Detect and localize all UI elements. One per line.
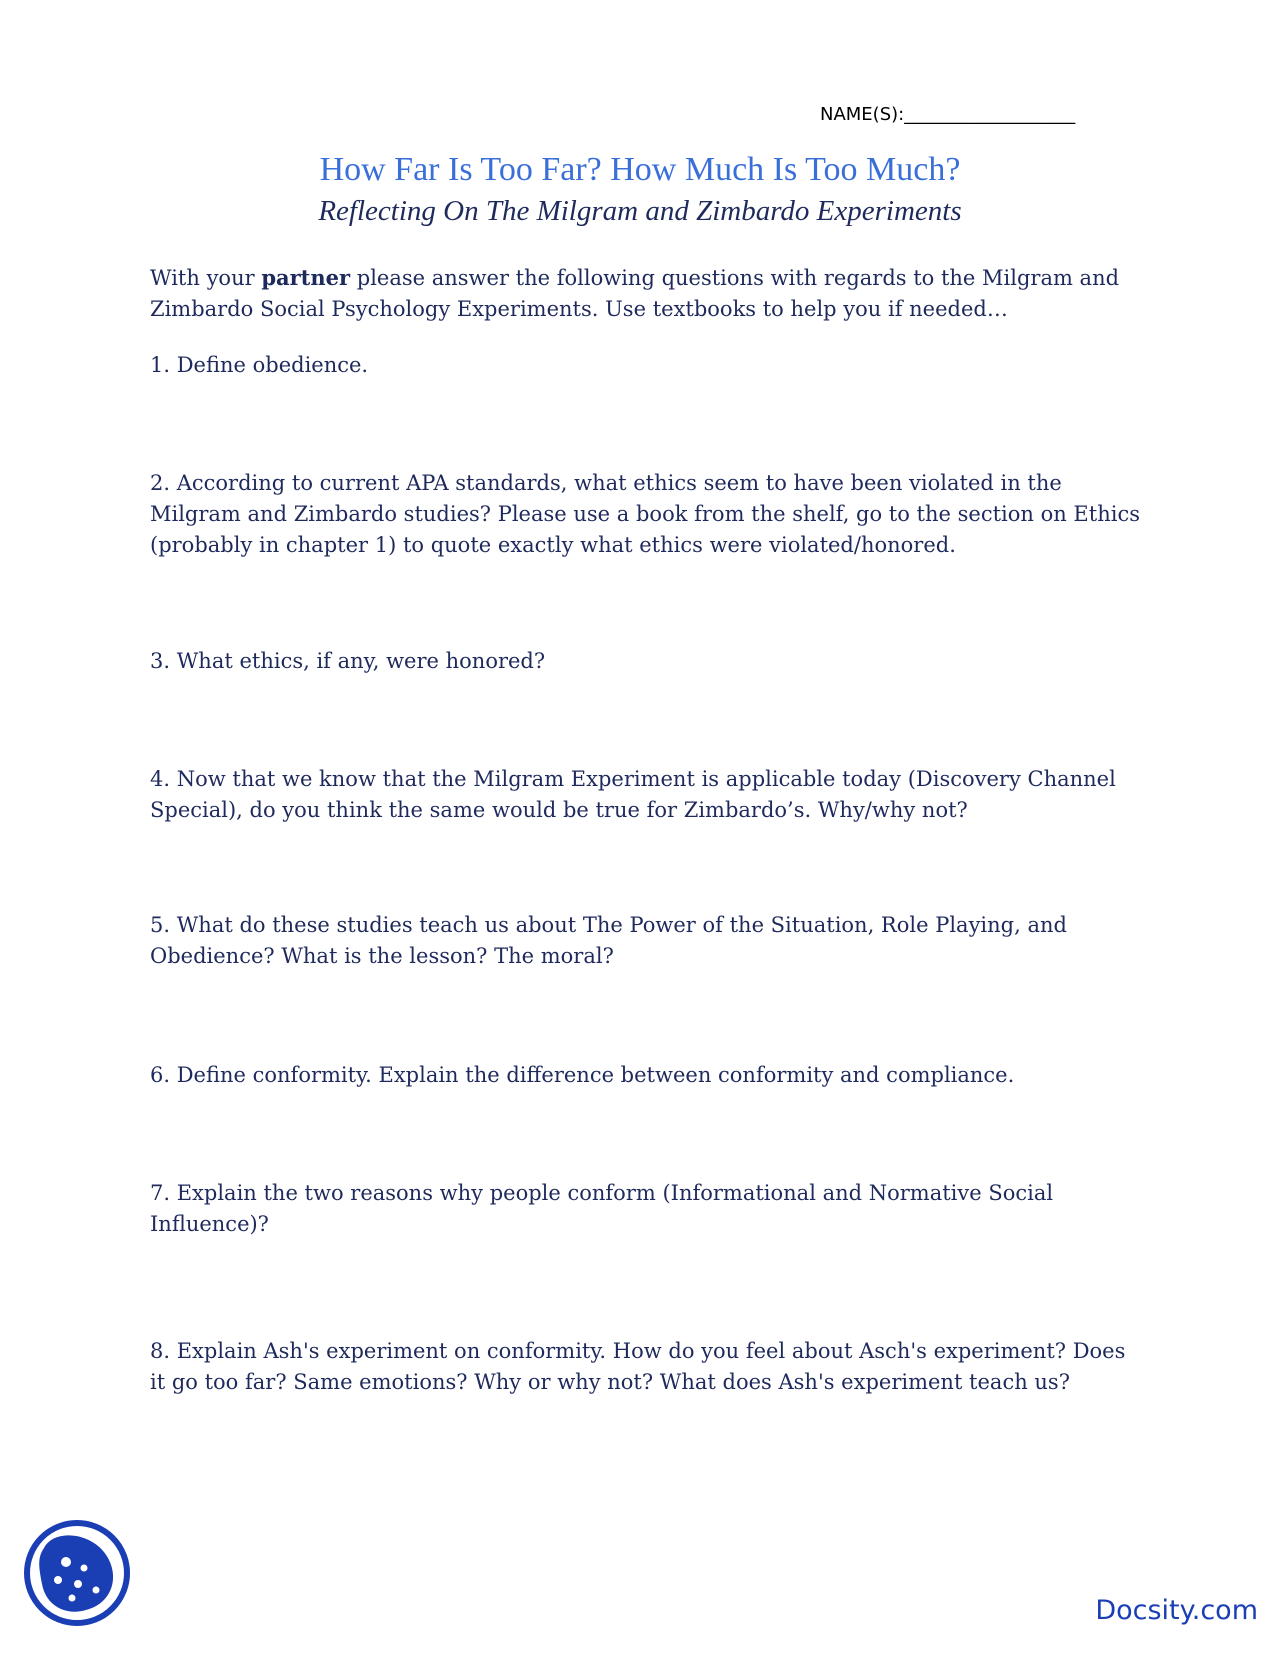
question-3: 3. What ethics, if any, were honored? xyxy=(150,649,546,673)
question-4: 4. Now that we know that the Milgram Experiment is applicable today (Discovery Channel Special), do you think the same would be true for Zimbardo’s. Why/why not? xyxy=(150,767,1116,822)
question-7: 7. Explain the two reasons why people conform (Informational and Normative Social Influence)? xyxy=(150,1181,1054,1236)
instructions-bold-word: partner xyxy=(261,265,351,290)
worksheet-title: How Far Is Too Far? How Much Is Too Much? xyxy=(319,151,961,188)
instructions-part-2: please answer the following questions with regards to the Milgram and Zimbardo Social Psychology Experiments. Use textbooks to help you if needed… xyxy=(150,266,1120,321)
name-blank-line: ___________________ xyxy=(904,104,1076,125)
question-1: 1. Define obedience. xyxy=(150,353,369,377)
docsity-logo-icon xyxy=(22,1518,132,1628)
question-5: 5. What do these studies teach us about The Power of the Situation, Role Playing, and Obedience? What is the lesson? The moral? xyxy=(150,913,1067,968)
instructions-paragraph xyxy=(150,262,1140,325)
question-2: 2. According to current APA standards, what ethics seem to have been violated in the Milgram and Zimbardo studies? Please use a book from the shelf, go to the section on Ethics (probably in chapter 1) to quote exactly what ethics were violated/honored. xyxy=(150,471,1140,557)
name-field-label xyxy=(820,104,1075,125)
docsity-brand-link[interactable]: Docsity.com xyxy=(1095,1595,1258,1626)
name-label: NAME(S): xyxy=(820,104,905,125)
question-8: 8. Explain Ash's experiment on conformity. How do you feel about Asch's experiment? Does it go too far? Same emotions? Why or why not? What does Ash's experiment teach us? xyxy=(150,1339,1126,1394)
question-6: 6. Define conformity. Explain the difference between conformity and compliance. xyxy=(150,1063,1015,1087)
instructions-part-1: With your xyxy=(150,266,262,290)
worksheet-subtitle: Reflecting On The Milgram and Zimbardo Experiments xyxy=(318,195,962,227)
